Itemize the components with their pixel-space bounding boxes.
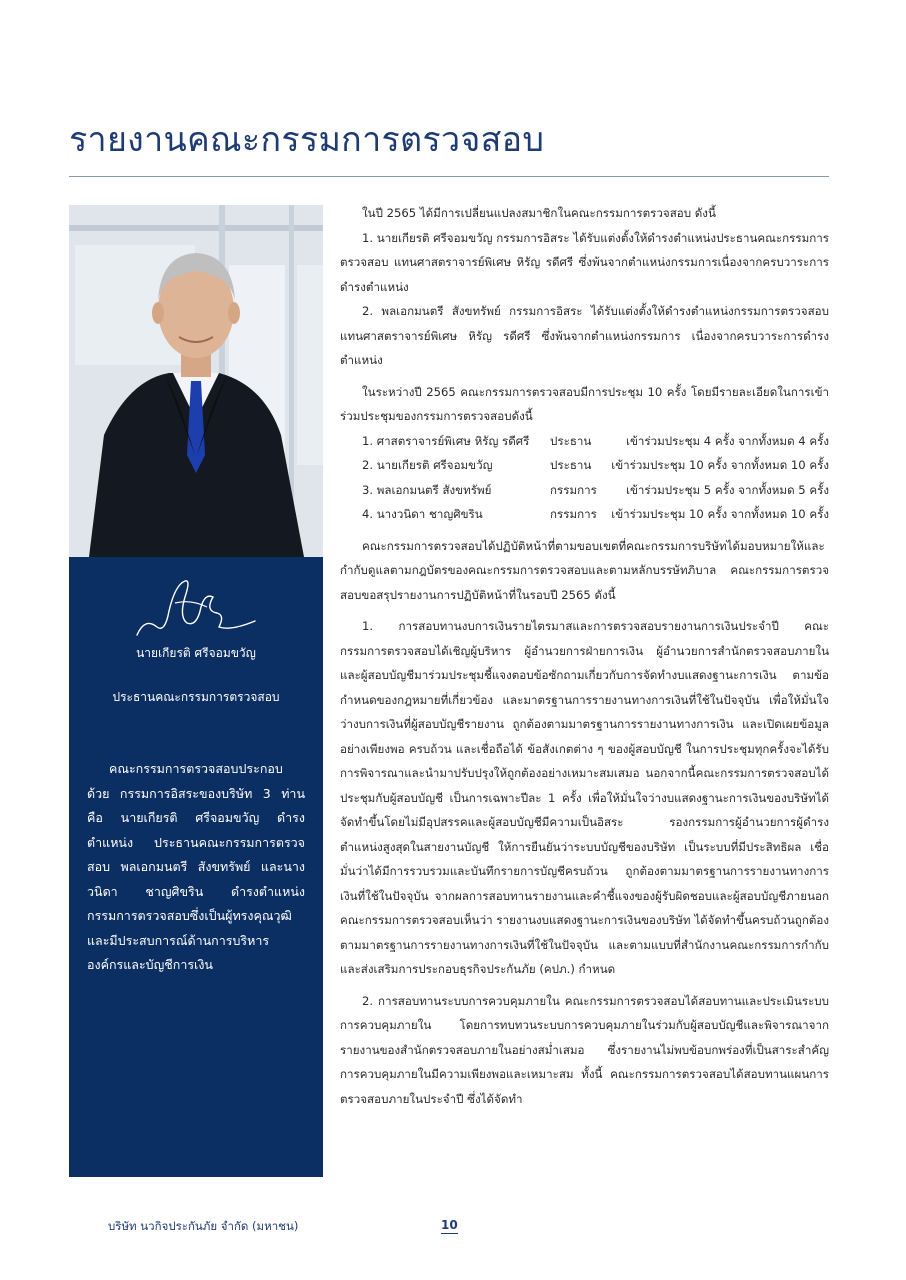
attendance-detail: เข้าร่วมประชุม 10 ครั้ง จากทั้งหมด 10 ครั้ง xyxy=(611,507,829,521)
attendance-role: ประธาน xyxy=(550,433,592,448)
attendance-detail: เข้าร่วมประชุม 5 ครั้ง จากทั้งหมด 5 ครั้ง xyxy=(625,482,829,497)
attendance-row xyxy=(340,502,829,527)
portrait-illustration xyxy=(69,205,323,557)
attendance-role: ประธาน xyxy=(550,458,592,472)
paragraph-internal-control: 2. การสอบทานระบบการควบคุมภายใน คณะกรรมการตรวจสอบได้สอบทานและประเมินระบบการควบคุมภายใน โดยการทบทวนระบบการควบคุมภายในร่วมกับผู้สอบบัญชีและพิจารณาจากรายงานของสำนักตรวจสอบภายในอย่างสม่ำเสมอ ซึ่งรายงานไม่พบข้อบกพร่องที่เป็นสาระสำคัญ การควบคุมภายในมีความเพียงพอและเหมาะสม ทั้งนี้ คณะกรรมการตรวจสอบได้สอบทานแผนการตรวจสอบภายในประจำปี ซึ่งได้จัดทำ xyxy=(340,993,829,1106)
paragraph-financial-review: 1. การสอบทานงบการเงินรายไตรมาสและการตรวจสอบรายงานการเงินประจำปี คณะกรรมการตรวจสอบได้เชิญผู้บริหาร ผู้อำนวยการฝ่ายการเงิน ผู้อำนวยการสำนักตรวจสอบภายใน และผู้สอบบัญชีมาร่วมประชุมชี้แจงตอบข้อซักถามเกี่ยวกับการจัดทำงบแสดงฐานะการเงิน ตามข้อกำหนดของกฎหมายที่เกี่ยวข้อง และมาตรฐานการรายงานทางการเงินที่ใช้ในปัจจุบัน เพื่อให้มั่นใจว่างบการเงินที่ผู้สอบบัญชีรายงาน ถูกต้องตามมาตรฐานการรายงานทางการเงิน และเปิดเผยข้อมูลอย่างเพียงพอ ครบถ้วน และเชื่อถือได้ ข้อสังเกตต่าง ๆ ของผู้สอบบัญชี ในการประชุมทุกครั้งจะได้รับการพิจารณาและนำมาปรับปรุงให้ถูกต้องอย่างเหมาะสมเสมอ นอกจากนี้คณะกรรมการตรวจสอบได้ประชุมกับผู้สอบบัญชี เป็นการเฉพาะปีละ 1 ครั้ง เพื่อให้มั่นใจว่างบแสดงฐานะการเงินของบริษัทได้จัดทำขึ้นโดยไม่มีอุปสรรคและผู้สอบบัญชีมีความเป็นอิสระ รองกรรมการผู้อำนวยการผู้ดำรงตำแหน่งสูงสุดในสายงานบัญชี ให้การยืนยันว่าระบบบัญชีของบริษัท เป็นระบบที่มีประสิทธิผล เชื่อมั่นว่าได้มีการรวบรวมและบันทึกรายการบัญชีครบถ้วน ถูกต้องตามมาตรฐานการรายงานทางการเงินที่ใช้ในปัจจุบัน จากผลการสอบทานรายงานและคำชี้แจงของผู้รับผิดชอบและผู้สอบบัญชีภายนอก คณะกรรมการตรวจสอบเห็นว่า รายงานงบแสดงฐานะการเงินของบริษัท ได้จัดทำขึ้นครบถ้วนถูกต้องตามมาตรฐานการรายงานทางการเงินที่ใช้ในปัจจุบัน และตามแบบที่สำนักงานคณะกรรมการกำกับและส่งเสริมการประกอบธุรกิจประกันภัย (คปภ.) กำหนด xyxy=(340,619,829,976)
attendance-name: 4. นางวนิดา ชาญศิขริน xyxy=(362,507,483,521)
paragraph-intro: ในปี 2565 ได้มีการเปลี่ยนแปลงสมาชิกในคณะกรรมการตรวจสอบ ดังนี้ xyxy=(362,206,716,220)
attendance-list xyxy=(340,429,829,527)
title-divider xyxy=(69,176,829,177)
attendance-role: กรรมการ xyxy=(550,507,597,521)
report-body xyxy=(340,201,829,1111)
signature-title: ประธานคณะกรรมการตรวจสอบ xyxy=(112,690,280,704)
attendance-row xyxy=(340,478,829,503)
page-number: 10 xyxy=(441,1218,458,1232)
paragraph-meetings: ในระหว่างปี 2565 คณะกรรมการตรวจสอบมีการประชุม 10 ครั้ง โดยมีรายละเอียดในการเข้าร่วมประชุมของกรรมการตรวจสอบดังนี้ xyxy=(340,384,829,423)
footer-company: บริษัท นวกิจประกันภัย จำกัด (มหาชน) xyxy=(108,1219,299,1233)
attendance-name: 2. นายเกียรติ ศรีจอมขวัญ xyxy=(362,458,493,472)
page-title: รายงานคณะกรรมการตรวจสอบ xyxy=(69,120,545,160)
attendance-row xyxy=(340,429,829,454)
signature-image xyxy=(135,577,257,639)
attendance-row xyxy=(340,453,829,478)
attendance-name: 3. พลเอกมนตรี สังขทรัพย์ xyxy=(362,482,492,497)
attendance-detail: เข้าร่วมประชุม 10 ครั้ง จากทั้งหมด 10 ครั้ง xyxy=(611,458,829,472)
sidebar-panel xyxy=(69,205,323,1177)
paragraph-change-2: 2. พลเอกมนตรี สังขทรัพย์ กรรมการอิสระ ได้รับแต่งตั้งให้ดำรงตำแหน่งกรรมการตรวจสอบแทนศาสตราจารย์พิเศษ หิรัญ รดีศรี ซึ่งพ้นจากตำแหน่งกรรมการ เนื่องจากครบวาระการดำรงตำแหน่ง xyxy=(340,304,829,367)
paragraph-duties: คณะกรรมการตรวจสอบได้ปฏิบัติหน้าที่ตามขอบเขตที่คณะกรรมการบริษัทได้มอบหมายให้และกำกับดูแลตามกฎบัตรของคณะกรรมการตรวจสอบและตามหลักบรรษัทภิบาล คณะกรรมการตรวจสอบขอสรุปรายงานการปฏิบัติหน้าที่ในรอบปี 2565 ดังนี้ xyxy=(340,538,829,602)
attendance-name: 1. ศาสตราจารย์พิเศษ หิรัญ รดีศรี xyxy=(362,433,530,448)
portrait-photo xyxy=(69,205,323,557)
attendance-role: กรรมการ xyxy=(550,482,597,497)
paragraph-change-1: 1. นายเกียรติ ศรีจอมขวัญ กรรมการอิสระ ได้รับแต่งตั้งให้ดำรงตำแหน่งประธานคณะกรรมการตรวจสอบ แทนศาสตราจารย์พิเศษ หิรัญ รดีศรี ซึ่งพ้นจากตำแหน่งกรรมการเนื่องจากครบวาระการดำรงตำแหน่ง xyxy=(340,230,829,294)
signature-name: นายเกียรติ ศรีจอมขวัญ xyxy=(136,646,256,660)
attendance-detail: เข้าร่วมประชุม 4 ครั้ง จากทั้งหมด 4 ครั้ง xyxy=(625,433,829,448)
committee-description: คณะกรรมการตรวจสอบประกอบด้วย กรรมการอิสระของบริษัท 3 ท่าน คือ นายเกียรติ ศรีจอมขวัญ ดำรงตำแหน่ง ประธานคณะกรรมการตรวจสอบ พลเอกมนตรี สังขทรัพย์ และนางวนิดา ชาญศิขริน ดำรงตำแหน่ง กรรมการตรวจสอบซึ่งเป็นผู้ทรงคุณวุฒิและมีประสบการณ์ด้านการบริหารองค์กรและบัญชีการเงิน xyxy=(87,761,305,972)
